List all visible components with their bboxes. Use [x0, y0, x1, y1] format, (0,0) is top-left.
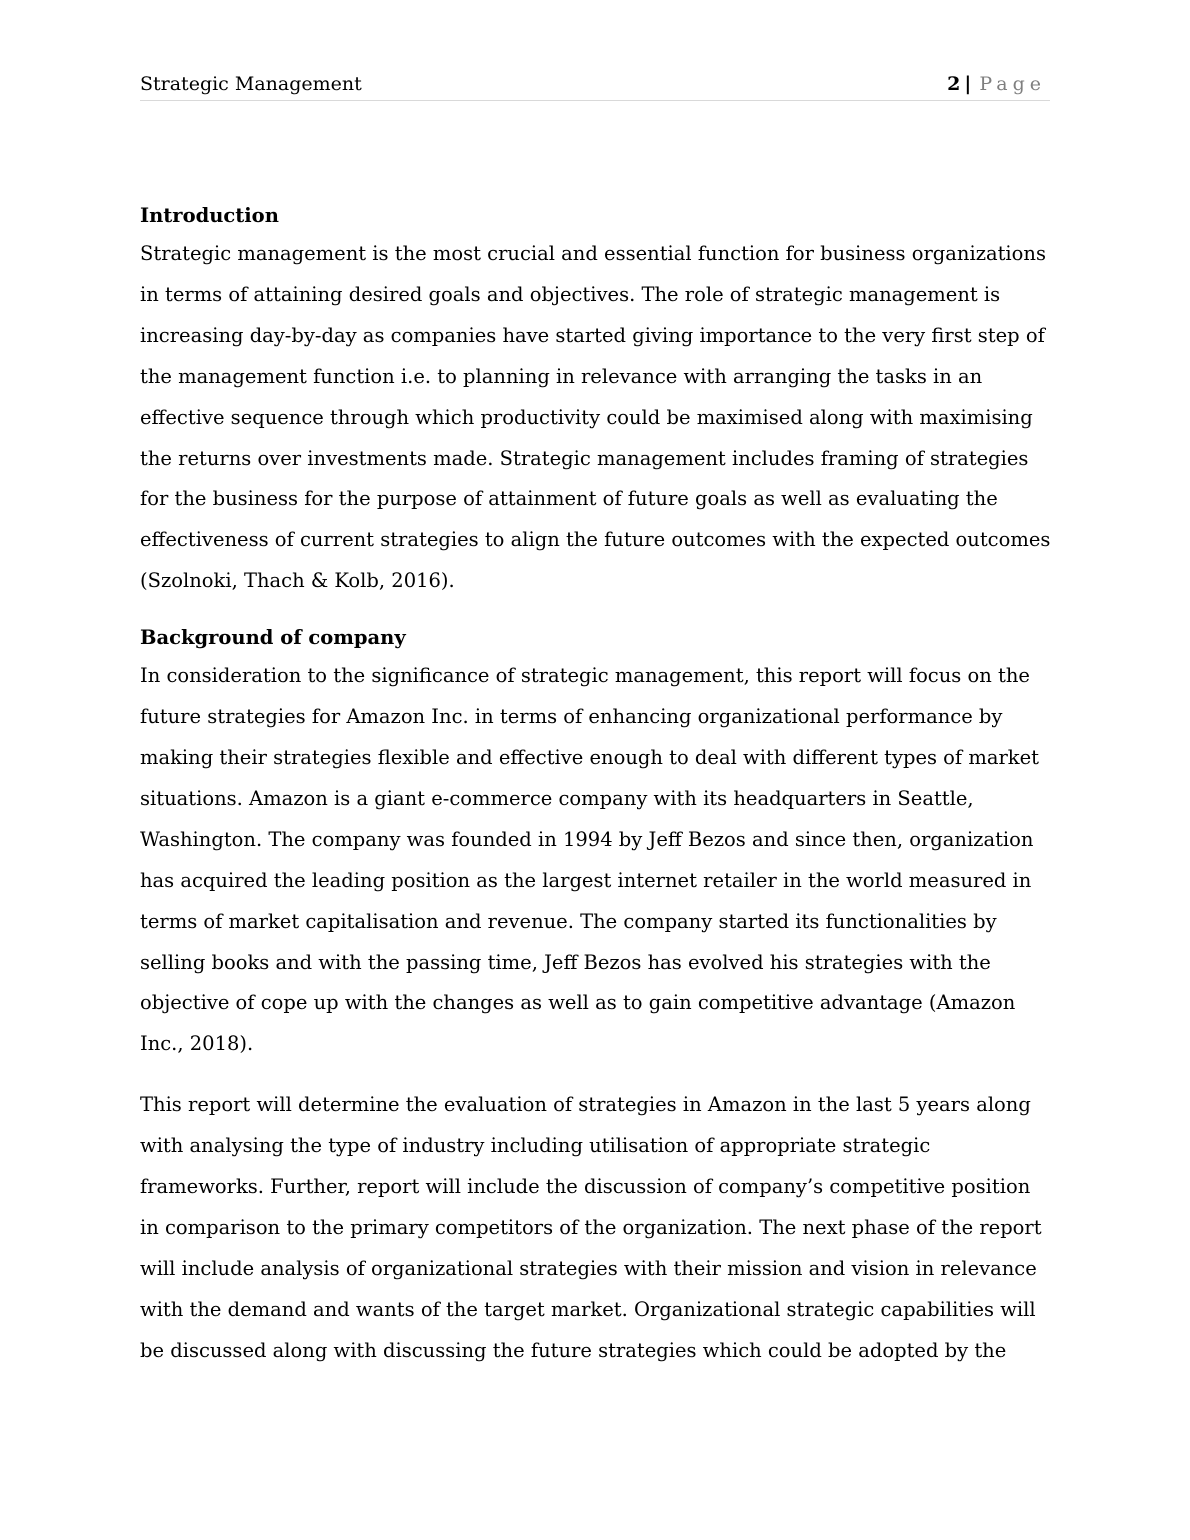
- background-paragraph-2: This report will determine the evaluation of strategies in Amazon in the last 5 years along with analysing the type of industry including utilisation of appropriate strategic frameworks. Further, report will include the discussion of company’s competitive position in comparison to the primary competitors of the organization. The next phase of the report will include analysis of organizational strategies with their mission and vision in relevance with the demand and wants of the target market. Organizational strategic capabilities will be discussed along with discussing the future strategies which could be adopted by the: [140, 1093, 1042, 1362]
- background-paragraph-1: In consideration to the significance of strategic management, this report will focus on the future strategies for Amazon Inc. in terms of enhancing organizational performance by making their strategies flexible and effective enough to deal with different types of market situations. Amazon is a giant e-commerce company with its headquarters in Seattle, Washington. The company was founded in 1994 by Jeff Bezos and since then, organization has acquired the leading position as the largest internet retailer in the world measured in terms of market capitalisation and revenue. The company started its functionalities by selling books and with the passing time, Jeff Bezos has evolved his strategies with the objective of cope up with the changes as well as to gain competitive advantage (Amazon Inc., 2018).: [140, 664, 1039, 1056]
- introduction-paragraph: Strategic management is the most crucial and essential function for business organizations in terms of attaining desired goals and objectives. The role of strategic management is increasing day-by-day as companies have started giving importance to the very first step of the management function i.e. to planning in relevance with arranging the tasks in an effective sequence through which productivity could be maximised along with maximising the returns over investments made. Strategic management includes framing of strategies for the business for the purpose of attainment of future goals as well as evaluating the effectiveness of current strategies to align the future outcomes with the expected outcomes (Szolnoki, Thach & Kolb, 2016).: [140, 242, 1051, 593]
- header-page-indicator: [947, 70, 1046, 98]
- document-body: [140, 198, 1055, 1372]
- header-title: Strategic Management: [140, 73, 362, 95]
- page-label: Page: [979, 73, 1046, 95]
- introduction-heading: Introduction: [140, 204, 279, 227]
- page-header: [140, 70, 1050, 101]
- header-separator: |: [964, 73, 972, 95]
- page-number: 2: [947, 73, 961, 95]
- background-heading: Background of company: [140, 626, 406, 650]
